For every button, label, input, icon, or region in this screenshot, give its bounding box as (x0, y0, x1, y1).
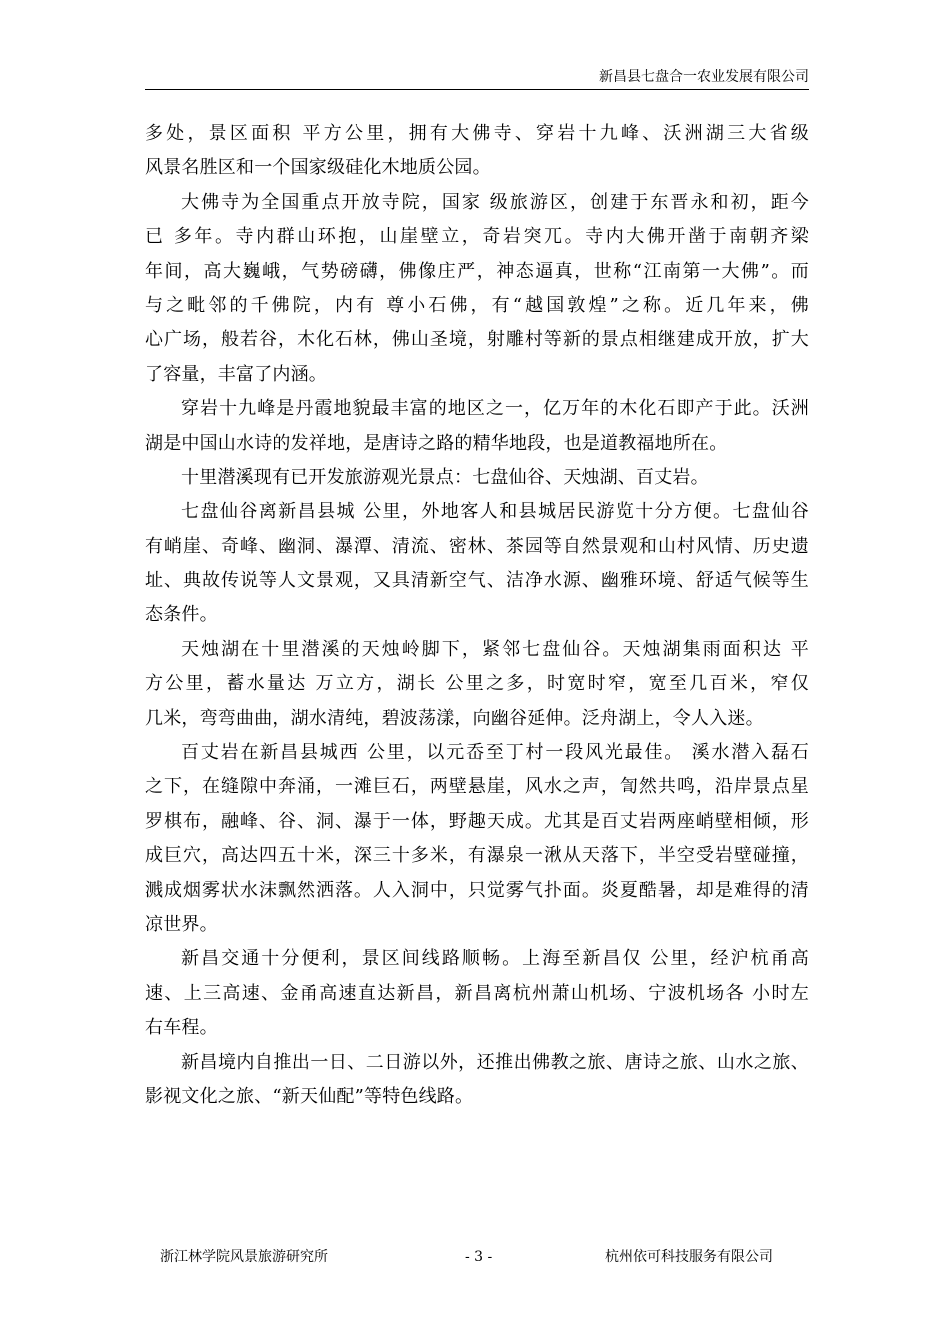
text-line: 年间，高大巍峨，气势磅礴，佛像庄严，神态逼真，世称“江南第一大佛”。而 (145, 260, 809, 282)
text-line: 新昌交通十分便利，景区间线路顺畅。上海至新昌仅 公里，经沪杭甬高 (181, 948, 809, 970)
text-line: 百丈岩在新昌县城西 公里，以元岙至丁村一段风光最佳。 溪水潜入磊石 (181, 742, 809, 764)
paragraph (145, 942, 809, 1045)
text-line: 之下，在缝隙中奔涌，一滩巨石，两壁悬崖，风水之声，訇然共鸣，沿岸景点星 (145, 776, 809, 798)
text-line: 大佛寺为全国重点开放寺院，国家 级旅游区，创建于东晋永和初，距今 (181, 191, 809, 213)
text-line: 湖是中国山水诗的发祥地，是唐诗之路的精华地段，也是道教福地所在。 (145, 432, 728, 454)
text-line: 多处，景区面积 平方公里，拥有大佛寺、穿岩十九峰、沃洲湖三大省级 (145, 123, 809, 144)
paragraph (145, 461, 809, 495)
text-line: 态条件。 (145, 604, 218, 626)
text-line: 天烛湖在十里潜溪的天烛岭脚下，紧邻七盘仙谷。天烛湖集雨面积达 平 (181, 638, 809, 660)
text-line: 七盘仙谷离新昌县城 公里，外地客人和县城居民游览十分方便。七盘仙谷 (181, 501, 809, 523)
text-line: 了容量，丰富了内涵。 (145, 363, 327, 385)
header-rule (145, 89, 809, 90)
text-line: 已 多年。寺内群山环抱，山崖壁立，奇岩突兀。寺内大佛开凿于南朝齐梁 (145, 226, 809, 248)
page-number: - 3 - (465, 1249, 493, 1265)
paragraph (145, 736, 809, 942)
text-line: 右车程。 (145, 1017, 218, 1039)
text-line: 十里潜溪现有已开发旅游观光景点：七盘仙谷、天烛湖、百丈岩。 (181, 466, 709, 488)
text-line: 址、典故传说等人文景观，又具清新空气、洁净水源、幽雅环境、舒适气候等生 (145, 570, 809, 592)
text-line: 风景名胜区和一个国家级硅化木地质公园。 (145, 157, 491, 179)
text-line: 与之毗邻的千佛院，内有 尊小石佛，有“越国敦煌”之称。近几年来，佛 (145, 294, 809, 316)
text-line: 凉世界。 (145, 913, 218, 935)
text-line: 有峭崖、奇峰、幽洞、瀑潭、清流、密林、茶园等自然景观和山村风情、历史遗 (145, 535, 809, 557)
paragraph (145, 1046, 809, 1115)
text-line: 速、上三高速、金甬高速直达新昌，新昌离杭州萧山机场、宁波机场各 小时左 (145, 982, 809, 1004)
text-line: 罗棋布，融峰、谷、洞、瀑于一体，野趣天成。尤其是百丈岩两座峭壁相倾，形 (145, 810, 809, 832)
text-line: 新昌境内自推出一日、二日游以外，还推出佛教之旅、唐诗之旅、山水之旅、 (181, 1051, 809, 1073)
document-body (145, 117, 809, 1114)
text-line: 成巨穴，高达四五十米，深三十多米，有瀑泉一湫从天落下，半空受岩壁碰撞， (145, 845, 809, 867)
paragraph (145, 186, 809, 392)
text-line: 心广场，般若谷，木化石林，佛山圣境，射雕村等新的景点相继建成开放，扩大 (145, 329, 809, 351)
text-line: 几米，弯弯曲曲，湖水清纯，碧波荡漾，向幽谷延伸。泛舟湖上，令人入迷。 (145, 707, 764, 729)
paragraph (145, 117, 809, 186)
paragraph (145, 633, 809, 736)
text-line: 方公里，蓄水量达 万立方，湖长 公里之多，时宽时窄，宽至几百米，窄仅 (145, 673, 809, 695)
text-line: 穿岩十九峰是丹霞地貌最丰富的地区之一，亿万年的木化石即产于此。沃洲 (181, 398, 809, 420)
footer-left: 浙江林学院风景旅游研究所 (160, 1249, 328, 1265)
running-header: 新昌县七盘合一农业发展有限公司 (599, 69, 809, 85)
footer-right: 杭州依可科技服务有限公司 (605, 1249, 773, 1265)
text-line: 影视文化之旅、“新天仙配”等特色线路。 (145, 1085, 474, 1107)
paragraph (145, 495, 809, 633)
text-line: 溅成烟雾状水沫飘然洒落。人入洞中，只觉雾气扑面。炎夏酷暑，却是难得的清 (145, 879, 809, 901)
paragraph (145, 392, 809, 461)
